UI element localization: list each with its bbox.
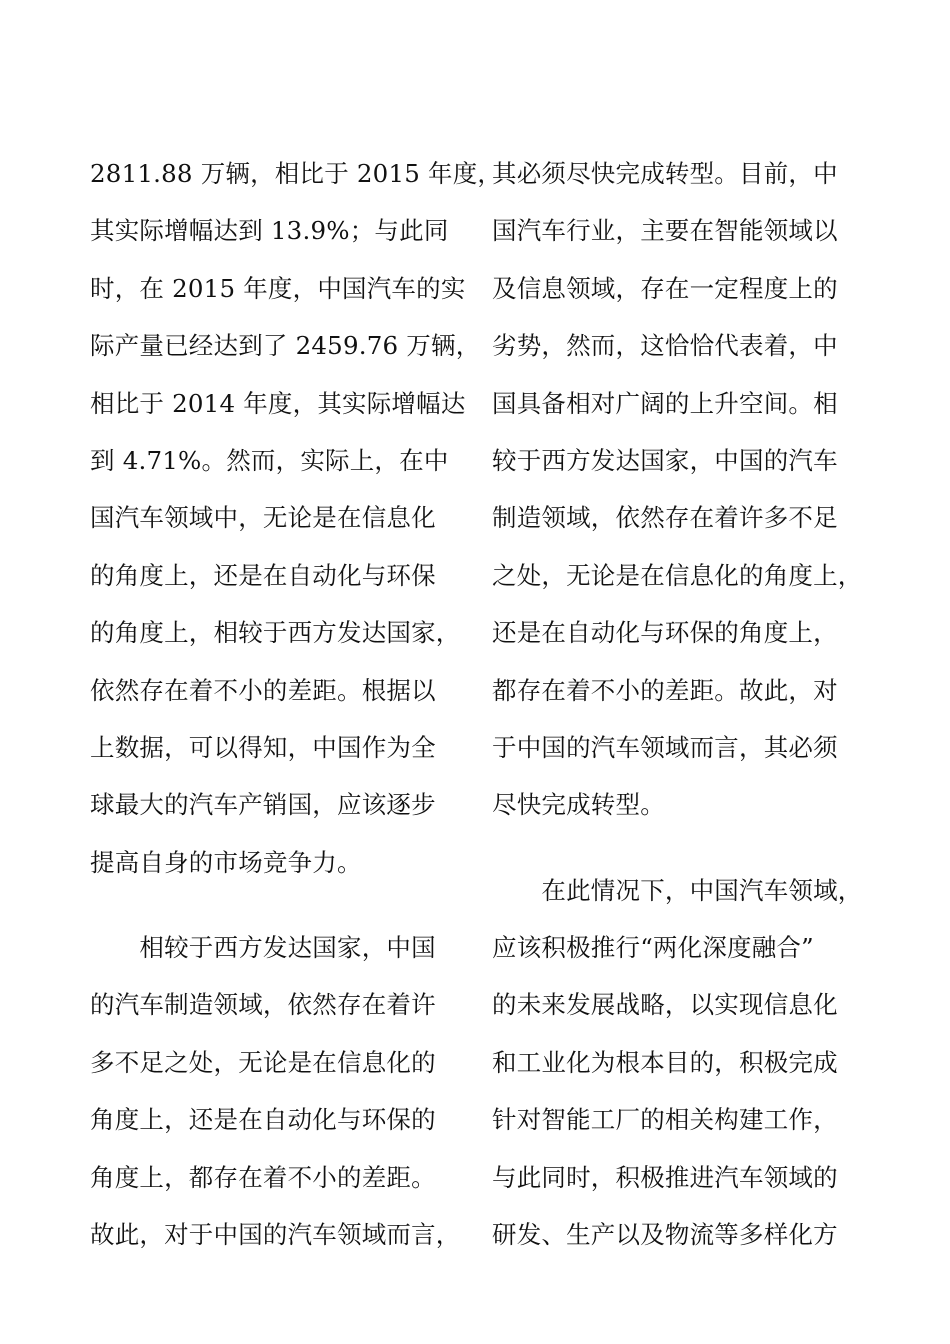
text-line: 角度上，都存在着不小的差距。 [90,1162,436,1192]
text-line: 及信息领域，存在一定程度上的 [492,273,838,303]
text-line: 研发、生产以及物流等多样化方 [492,1220,838,1250]
text-line: 上数据，可以得知，中国作为全 [90,732,436,762]
text-line: 时，在 2015 年度，中国汽车的实 [90,273,466,303]
text-line: 相比于 2014 年度，其实际增幅达 [90,388,466,418]
paragraph [492,862,884,1264]
text-line: 较于西方发达国家，中国的汽车 [492,445,838,475]
text-line: 际产量已经达到了 2459.76 万辆， [90,331,481,361]
text-line: 都存在着不小的差距。故此，对 [492,675,838,705]
text-line: 劣势，然而，这恰恰代表着，中 [492,331,838,361]
text-line: 的汽车制造领域，依然存在着许 [90,990,436,1020]
text-line: 到 4.71%。然而，实际上，在中 [90,445,449,475]
text-line: 多不足之处，无论是在信息化的 [90,1047,436,1077]
text-line: 的角度上，还是在自动化与环保 [90,560,436,590]
text-line: 于中国的汽车领域而言，其必须 [492,732,838,762]
text-line: 尽快完成转型。 [492,790,665,820]
left-column [90,145,503,1263]
text-line: 的未来发展战略，以实现信息化 [492,990,838,1020]
text-line: 球最大的汽车产销国，应该逐步 [90,790,436,820]
text-line: 角度上，还是在自动化与环保的 [90,1105,436,1135]
text-line: 2811.88 万辆，相比于 2015 年度， [90,159,503,188]
paragraph [90,919,482,1263]
text-line: 故此，对于中国的汽车领域而言， [90,1220,461,1250]
text-line: 制造领域，依然存在着许多不足 [492,503,838,533]
text-line: 之处，无论是在信息化的角度上， [492,560,863,590]
text-line: 国汽车行业，主要在智能领域以 [492,216,838,246]
text-line: 国汽车领域中，无论是在信息化 [90,503,436,533]
paragraph-spacing [90,891,482,919]
paragraph [492,145,884,834]
text-line: 针对智能工厂的相关构建工作， [492,1105,838,1135]
text-line: 国具备相对广阔的上升空间。相 [492,388,838,418]
paragraph [90,145,503,891]
text-line: 的角度上，相较于西方发达国家， [90,618,461,648]
text-line: 在此情况下，中国汽车领域， [492,875,863,905]
text-line: 应该积极推行“两化深度融合” [492,933,814,963]
paragraph-spacing [492,834,884,862]
text-line: 还是在自动化与环保的角度上， [492,618,838,648]
text-line: 提高自身的市场竞争力。 [90,847,362,877]
right-column [492,145,884,1263]
text-line: 和工业化为根本目的，积极完成 [492,1047,838,1077]
text-line: 其必须尽快完成转型。目前，中 [492,159,838,188]
text-line: 依然存在着不小的差距。根据以 [90,675,436,705]
text-line: 与此同时，积极推进汽车领域的 [492,1162,838,1192]
text-line: 其实际增幅达到 13.9%；与此同 [90,216,449,246]
text-line: 相较于西方发达国家，中国 [90,933,436,963]
